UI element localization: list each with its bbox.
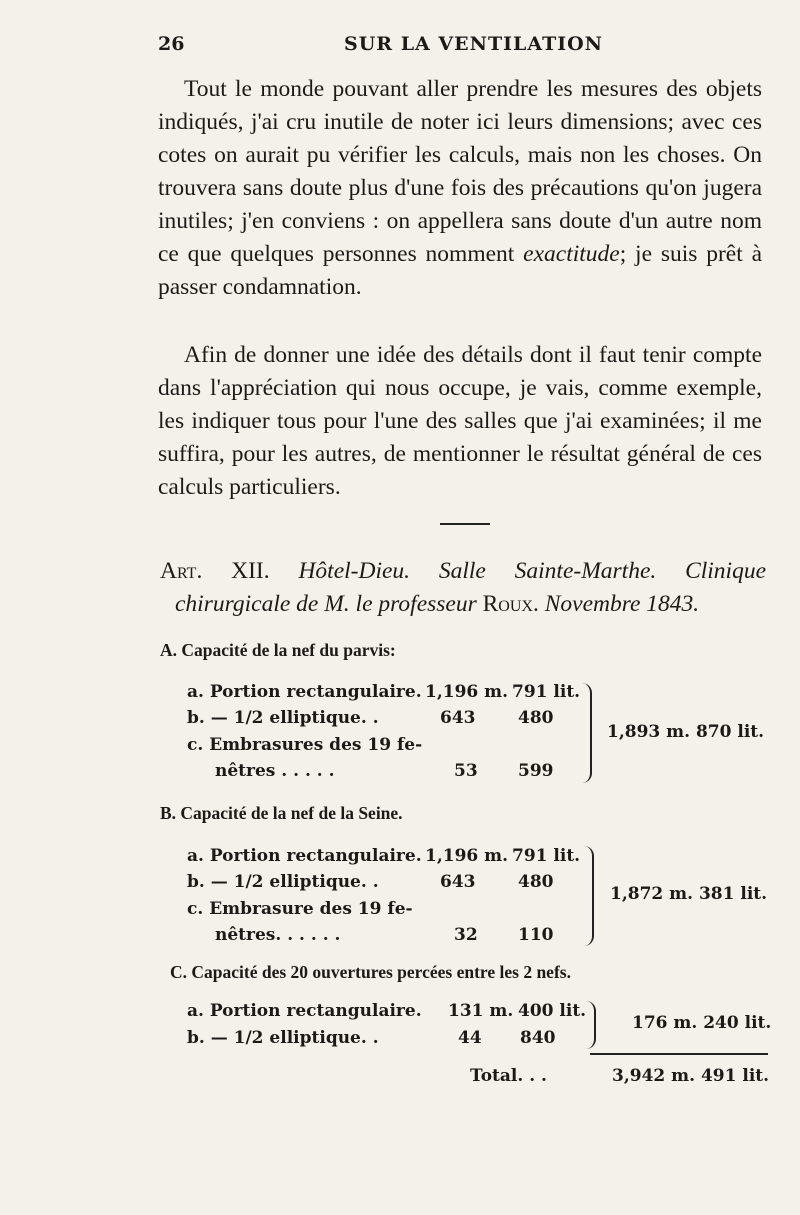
section-b-row-a-m: 1,196 m.: [425, 846, 509, 866]
section-c-brace: [584, 1001, 596, 1049]
section-c-subtotal: 176 m. 240 lit.: [632, 1013, 772, 1033]
article-surname: Roux.: [482, 591, 539, 617]
section-c-row-b-lit: 840: [520, 1028, 556, 1048]
section-b-row-c-m: 32: [454, 925, 478, 945]
section-b-row-b-lit: 480: [518, 872, 554, 892]
total-label: Total. . .: [470, 1066, 547, 1086]
paragraph-1-text: Tout le monde pouvant aller prendre les mesures des objets indiqués, j'ai cru inutile de noter ici leurs dimensions; avec ces cotes on aurait pu vérifier les calculs, mais non les choses. On trouvera sans doute plus d'une fois des précautions qu'on jugera inutiles; j'en conviens : on appellera sans doute d'un autre nom ce que quelques personnes nomment: [158, 76, 762, 267]
section-a-row-b-m: 643: [440, 708, 476, 728]
paragraph-1: [158, 73, 762, 304]
section-a-title: A. Capacité de la nef du parvis:: [160, 640, 396, 660]
section-b-title: B. Capacité de la nef de la Seine.: [160, 803, 403, 823]
running-header: [158, 33, 768, 59]
paragraph-1-tail: ; je suis prêt à passer condamnation.: [158, 241, 762, 300]
article-line-1: Hôtel-Dieu. Salle Sainte-Marthe. Clinique: [298, 558, 767, 584]
section-c-row-a-lit: 400 lit.: [518, 1001, 587, 1021]
section-a-row-c-lit: 599: [518, 761, 554, 781]
paragraph-2-text: Afin de donner une idée des détails dont il faut tenir compte dans l'appréciation qui nous occupe, je vais, comme exemple, les indiquer tous pour l'une des salles que j'ai examinées; il me suffira, pour les autres, de mentionner le résultat général de ces calculs particuliers.: [158, 342, 762, 500]
section-a-row-c-label: c. Embrasures des 19 fe-: [187, 735, 423, 755]
section-b-row-a-label: a. Portion rectangulaire.: [187, 846, 422, 866]
section-a-row-b-lit: 480: [518, 708, 554, 728]
section-c-row-b-m: 44: [458, 1028, 482, 1048]
section-a-row-c-m: 53: [454, 761, 478, 781]
section-b-brace: [582, 846, 594, 946]
section-b-row-a-lit: 791 lit.: [512, 846, 581, 866]
section-a-row-b-label: b. — 1/2 elliptique. .: [187, 708, 379, 728]
section-a-brace: [580, 683, 592, 783]
section-a-subtotal: 1,893 m. 870 lit.: [607, 722, 765, 742]
section-a-row-a-label: a. Portion rectangulaire.: [187, 682, 422, 702]
section-c-title: C. Capacité des 20 ouvertures percées entre les 2 nefs.: [170, 962, 571, 982]
article-heading: [160, 555, 766, 621]
section-b-row-c2-label: nêtres. . . . . .: [215, 925, 341, 945]
article-date: Novembre 1843.: [544, 591, 700, 617]
section-b-subtotal: 1,872 m. 381 lit.: [610, 884, 768, 904]
section-b-row-c-label: c. Embrasure des 19 fe-: [187, 899, 413, 919]
article-line-2: chirurgicale de M. le professeur: [175, 591, 477, 617]
section-c-row-a-m: 131 m.: [448, 1001, 514, 1021]
paragraph-2: [158, 339, 762, 504]
section-b-row-b-label: b. — 1/2 elliptique. .: [187, 872, 379, 892]
section-b-row-c-lit: 110: [518, 925, 554, 945]
page-number: 26: [158, 33, 185, 55]
section-b-row-b-m: 643: [440, 872, 476, 892]
section-divider: [440, 523, 490, 525]
section-c-row-a-label: a. Portion rectangulaire.: [187, 1001, 422, 1021]
section-c-row-b-label: b. — 1/2 elliptique. .: [187, 1028, 379, 1048]
running-title: SUR LA VENTILATION: [344, 33, 604, 55]
total-rule: [590, 1053, 768, 1055]
section-a-row-c2-label: nêtres . . . . .: [215, 761, 335, 781]
section-a-row-a-lit: 791 lit.: [512, 682, 581, 702]
section-a-row-a-m: 1,196 m.: [425, 682, 509, 702]
total-value: 3,942 m. 491 lit.: [612, 1066, 770, 1086]
paragraph-1-italic: exactitude: [523, 241, 620, 267]
article-label: Art. XII.: [160, 558, 270, 584]
